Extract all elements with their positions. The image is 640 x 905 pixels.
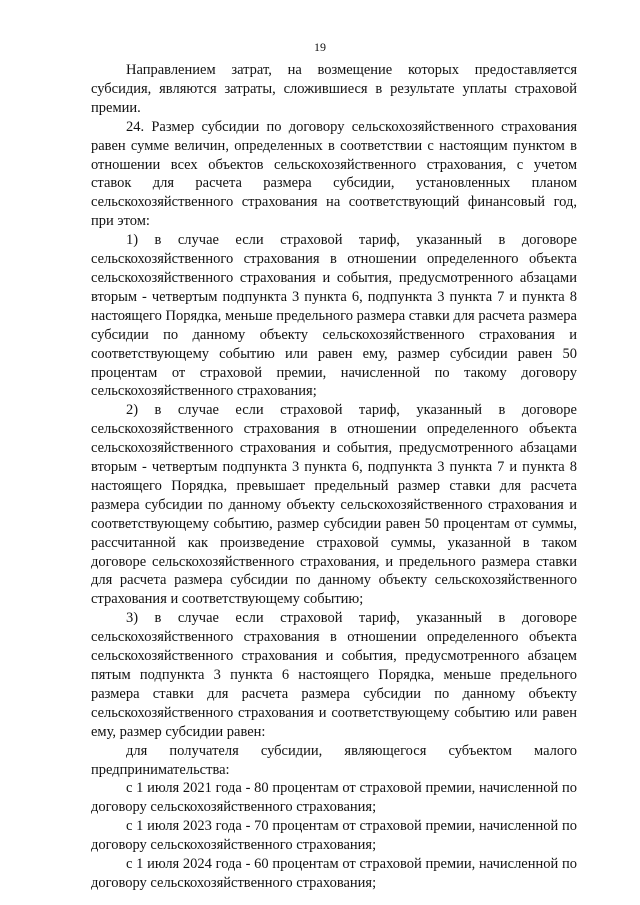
paragraph-item-24: 24. Размер субсидии по договору сельскохозяйственного страхования равен сумме величин, определенных в соответствии с настоящим пунктом в отношении всех объектов сельскохозяйственного страхования, с учетом ставок для расчета размера субсидии, установленных планом сельскохозяйственного страхования на соответствующий финансовый год, при этом: xyxy=(91,118,577,230)
paragraph-subitem-2: 2) в случае если страховой тариф, указанный в договоре сельскохозяйственного страхования в отношении определенного объекта сельскохозяйственного страхования и события, предусмотренного абзацами вторым - четвертым подпункта 3 пункта 6, подпункта 3 пункта 7 и пункта 8 настоящего Порядка, превышает предельный размер ставки для расчета размера субсидии по данному объекту сельскохозяйственного страхования и соответствующему событию, размер субсидии равен 50 процентам от суммы, рассчитанной как произведение страховой суммы, указанной в таком договоре сельскохозяйственного страхования, и предельного размера ставки для расчета размера субсидии по данному объекту сельскохозяйственного страхования и соответствующему событию; xyxy=(91,402,577,608)
paragraph-subitem-1: 1) в случае если страховой тариф, указанный в договоре сельскохозяйственного страхования в отношении определенного объекта сельскохозяйственного страхования и события, предусмотренного абзацами вторым - четвертым подпункта 3 пункта 6, подпункта 3 пункта 7 и пункта 8 настоящего Порядка, меньше предельного размера ставки для расчета размера субсидии по данному объекту сельскохозяйственного страхования и соответствующему событию или равен ему, размер субсидии равен 50 процентам от страховой премии, начисленной по такому договору сельскохозяйственного страхования; xyxy=(91,232,577,400)
document-body xyxy=(91,61,577,893)
page-number: 19 xyxy=(314,40,326,54)
paragraph-expense-direction: Направлением затрат, на возмещение которых предоставляется субсидия, являются затраты, сложившиеся в результате уплаты страховой премии. xyxy=(91,62,577,116)
paragraph-small-business: для получателя субсидии, являющегося субъектом малого предпринимательства: xyxy=(91,742,577,778)
paragraph-rate-2024: с 1 июля 2024 года - 60 процентам от страховой премии, начисленной по договору сельскохозяйственного страхования; xyxy=(91,856,577,891)
paragraph-subitem-3: 3) в случае если страховой тариф, указанный в договоре сельскохозяйственного страхования в отношении определенного объекта сельскохозяйственного страхования и события, предусмотренного абзацем пятым подпункта 3 пункта 6 настоящего Порядка, меньше предельного размера ставки для расчета размера субсидии по данному объекту сельскохозяйственного страхования и соответствующему событию или равен ему, размер субсидии равен: xyxy=(91,610,577,740)
paragraph-rate-2021: с 1 июля 2021 года - 80 процентам от страховой премии, начисленной по договору сельскохозяйственного страхования; xyxy=(91,780,577,816)
paragraph-rate-2023: с 1 июля 2023 года - 70 процентам от страховой премии, начисленной по договору сельскохозяйственного страхования; xyxy=(91,818,577,854)
